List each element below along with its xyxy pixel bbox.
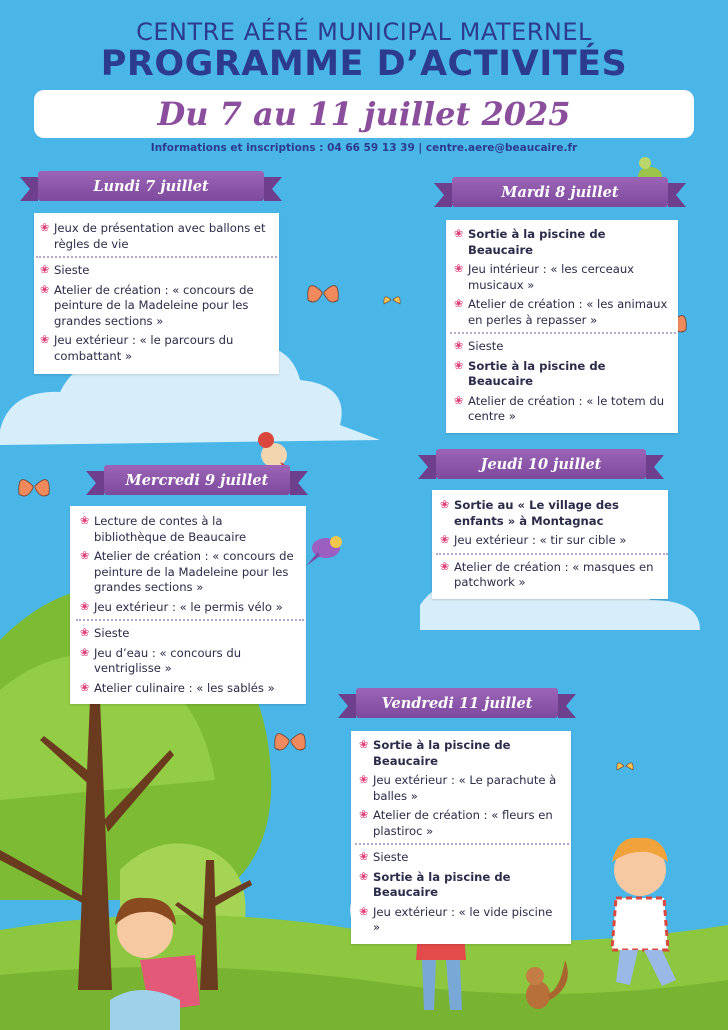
flower-bullet-icon: ❀ [80,626,90,639]
day-card-tuesday [446,220,678,433]
activity-item [42,283,271,330]
activity-item [82,514,298,545]
butterfly-icon [617,763,633,770]
activity-item [361,905,563,936]
activity-text: Jeu intérieur : « les cerceaux musicaux » [468,262,635,292]
activity-text: Jeu extérieur : « le permis vélo » [94,599,283,614]
page-title: PROGRAMME D’ACTIVITÉS [100,44,628,84]
activity-list-afternoon [42,263,271,364]
flower-bullet-icon: ❀ [359,869,369,883]
activity-item [42,221,271,252]
day-card-monday [34,213,279,374]
activity-text: Jeu extérieur : « le parcours du combattant » [54,333,234,363]
day-ribbon-tuesday: Mardi 8 juillet [452,177,668,207]
activity-item [456,262,670,293]
day-ribbon-friday: Vendredi 11 juillet [356,688,558,718]
activity-list-morning [456,227,670,328]
activity-text: Atelier de création : « concours de peinture de la Madeleine pour les grandes sections » [54,282,254,328]
activity-text: Jeu d’eau : « concours du ventriglisse » [94,645,242,675]
activity-item [361,738,563,769]
activity-item [82,626,298,642]
activity-text: Sieste [94,626,130,640]
contact-info: Informations et inscriptions : 04 66 59 13 39 | centre.aere@beaucaire.fr [150,142,578,154]
separator [450,332,676,334]
date-range: Du 7 au 11 juillet 2025 [157,95,571,133]
day-card-thursday [432,490,668,599]
activity-item [42,333,271,364]
butterfly-icon [384,297,400,304]
activity-item [442,498,662,529]
flower-bullet-icon: ❀ [359,904,369,918]
activity-list-afternoon [82,626,298,696]
flower-bullet-icon: ❀ [440,498,450,511]
activity-item [82,646,298,677]
activity-item [442,560,662,591]
activity-text: Sortie à la piscine de Beaucaire [468,227,606,257]
activity-item [456,359,670,390]
activity-text: Atelier de création : « masques en patchwork » [454,559,654,589]
activity-text: Atelier de création : « le totem du centre » [468,393,665,423]
activity-list-morning [442,498,662,549]
activity-text: Jeu extérieur : « tir sur cible » [454,533,627,547]
flower-bullet-icon: ❀ [80,514,90,527]
activity-item [361,870,563,901]
day-card-friday [351,731,571,944]
activity-item [42,263,271,279]
activity-item [456,339,670,355]
day-ribbon-thursday: Jeudi 10 juillet [436,449,646,479]
activity-list-morning [82,514,298,615]
butterfly-icon [19,480,49,496]
flower-bullet-icon: ❀ [454,393,464,407]
bird-icon [306,536,342,566]
flower-bullet-icon: ❀ [440,559,450,573]
activity-text: Sortie à la piscine de Beaucaire [373,869,511,899]
flower-bullet-icon: ❀ [40,263,50,276]
activity-text: Atelier de création : « fleurs en plastiroc » [373,808,553,838]
activity-item [456,227,670,258]
day-card-wednesday [70,506,306,704]
flower-bullet-icon: ❀ [40,221,50,234]
activity-text: Sortie au « Le village des enfants » à Montagnac [454,498,619,528]
activity-text: Atelier de création : « les animaux en perles à repasser » [468,297,668,327]
flower-bullet-icon: ❀ [454,358,464,372]
flower-bullet-icon: ❀ [80,549,90,562]
flower-bullet-icon: ❀ [80,680,90,694]
flower-bullet-icon: ❀ [359,738,369,751]
activity-text: Sortie à la piscine de Beaucaire [468,358,606,388]
flower-bullet-icon: ❀ [40,333,50,346]
flower-bullet-icon: ❀ [80,599,90,613]
activity-text: Sieste [468,339,504,353]
flower-bullet-icon: ❀ [454,297,464,310]
activity-list-afternoon [442,560,662,591]
activity-item [361,808,563,839]
flower-bullet-icon: ❀ [80,645,90,659]
activity-text: Lecture de contes à la bibliothèque de Beaucaire [94,514,247,544]
flower-bullet-icon: ❀ [40,282,50,296]
separator [436,553,668,555]
butterfly-icon [275,734,305,750]
activity-item [456,394,670,425]
butterfly-icon [308,286,338,302]
activity-list-afternoon [361,850,563,936]
separator [355,843,569,845]
flower-bullet-icon: ❀ [440,533,450,546]
activity-text: Jeux de présentation avec ballons et règles de vie [54,221,266,251]
separator [76,619,304,621]
activity-item [361,773,563,804]
activity-item [82,681,298,697]
activity-item [456,297,670,328]
activity-list-morning [361,738,563,839]
activity-list-afternoon [456,339,670,425]
activity-text: Sieste [54,263,90,277]
flower-bullet-icon: ❀ [359,850,369,863]
flower-bullet-icon: ❀ [454,339,464,352]
flower-bullet-icon: ❀ [454,262,464,275]
flower-bullet-icon: ❀ [359,808,369,821]
activity-text: Sieste [373,850,409,864]
activity-text: Jeu extérieur : « le vide piscine » [373,904,553,934]
separator [36,256,277,258]
activity-item [82,549,298,596]
activity-text: Atelier de création : « concours de peinture de la Madeleine pour les grandes sections » [94,549,294,594]
day-ribbon-monday: Lundi 7 juillet [38,171,264,201]
activity-item [82,600,298,616]
activity-text: Sortie à la piscine de Beaucaire [373,738,511,768]
activity-item [442,533,662,549]
activity-text: Jeu extérieur : « Le parachute à balles » [373,773,557,803]
day-ribbon-wednesday: Mercredi 9 juillet [104,465,290,495]
activity-list-morning [42,221,271,252]
center-name: CENTRE AÉRÉ MUNICIPAL MATERNEL [136,18,592,46]
flower-bullet-icon: ❀ [454,227,464,240]
activity-text: Atelier culinaire : « les sablés » [94,680,275,695]
date-banner [34,90,694,138]
activity-item [361,850,563,866]
flower-bullet-icon: ❀ [359,773,369,786]
